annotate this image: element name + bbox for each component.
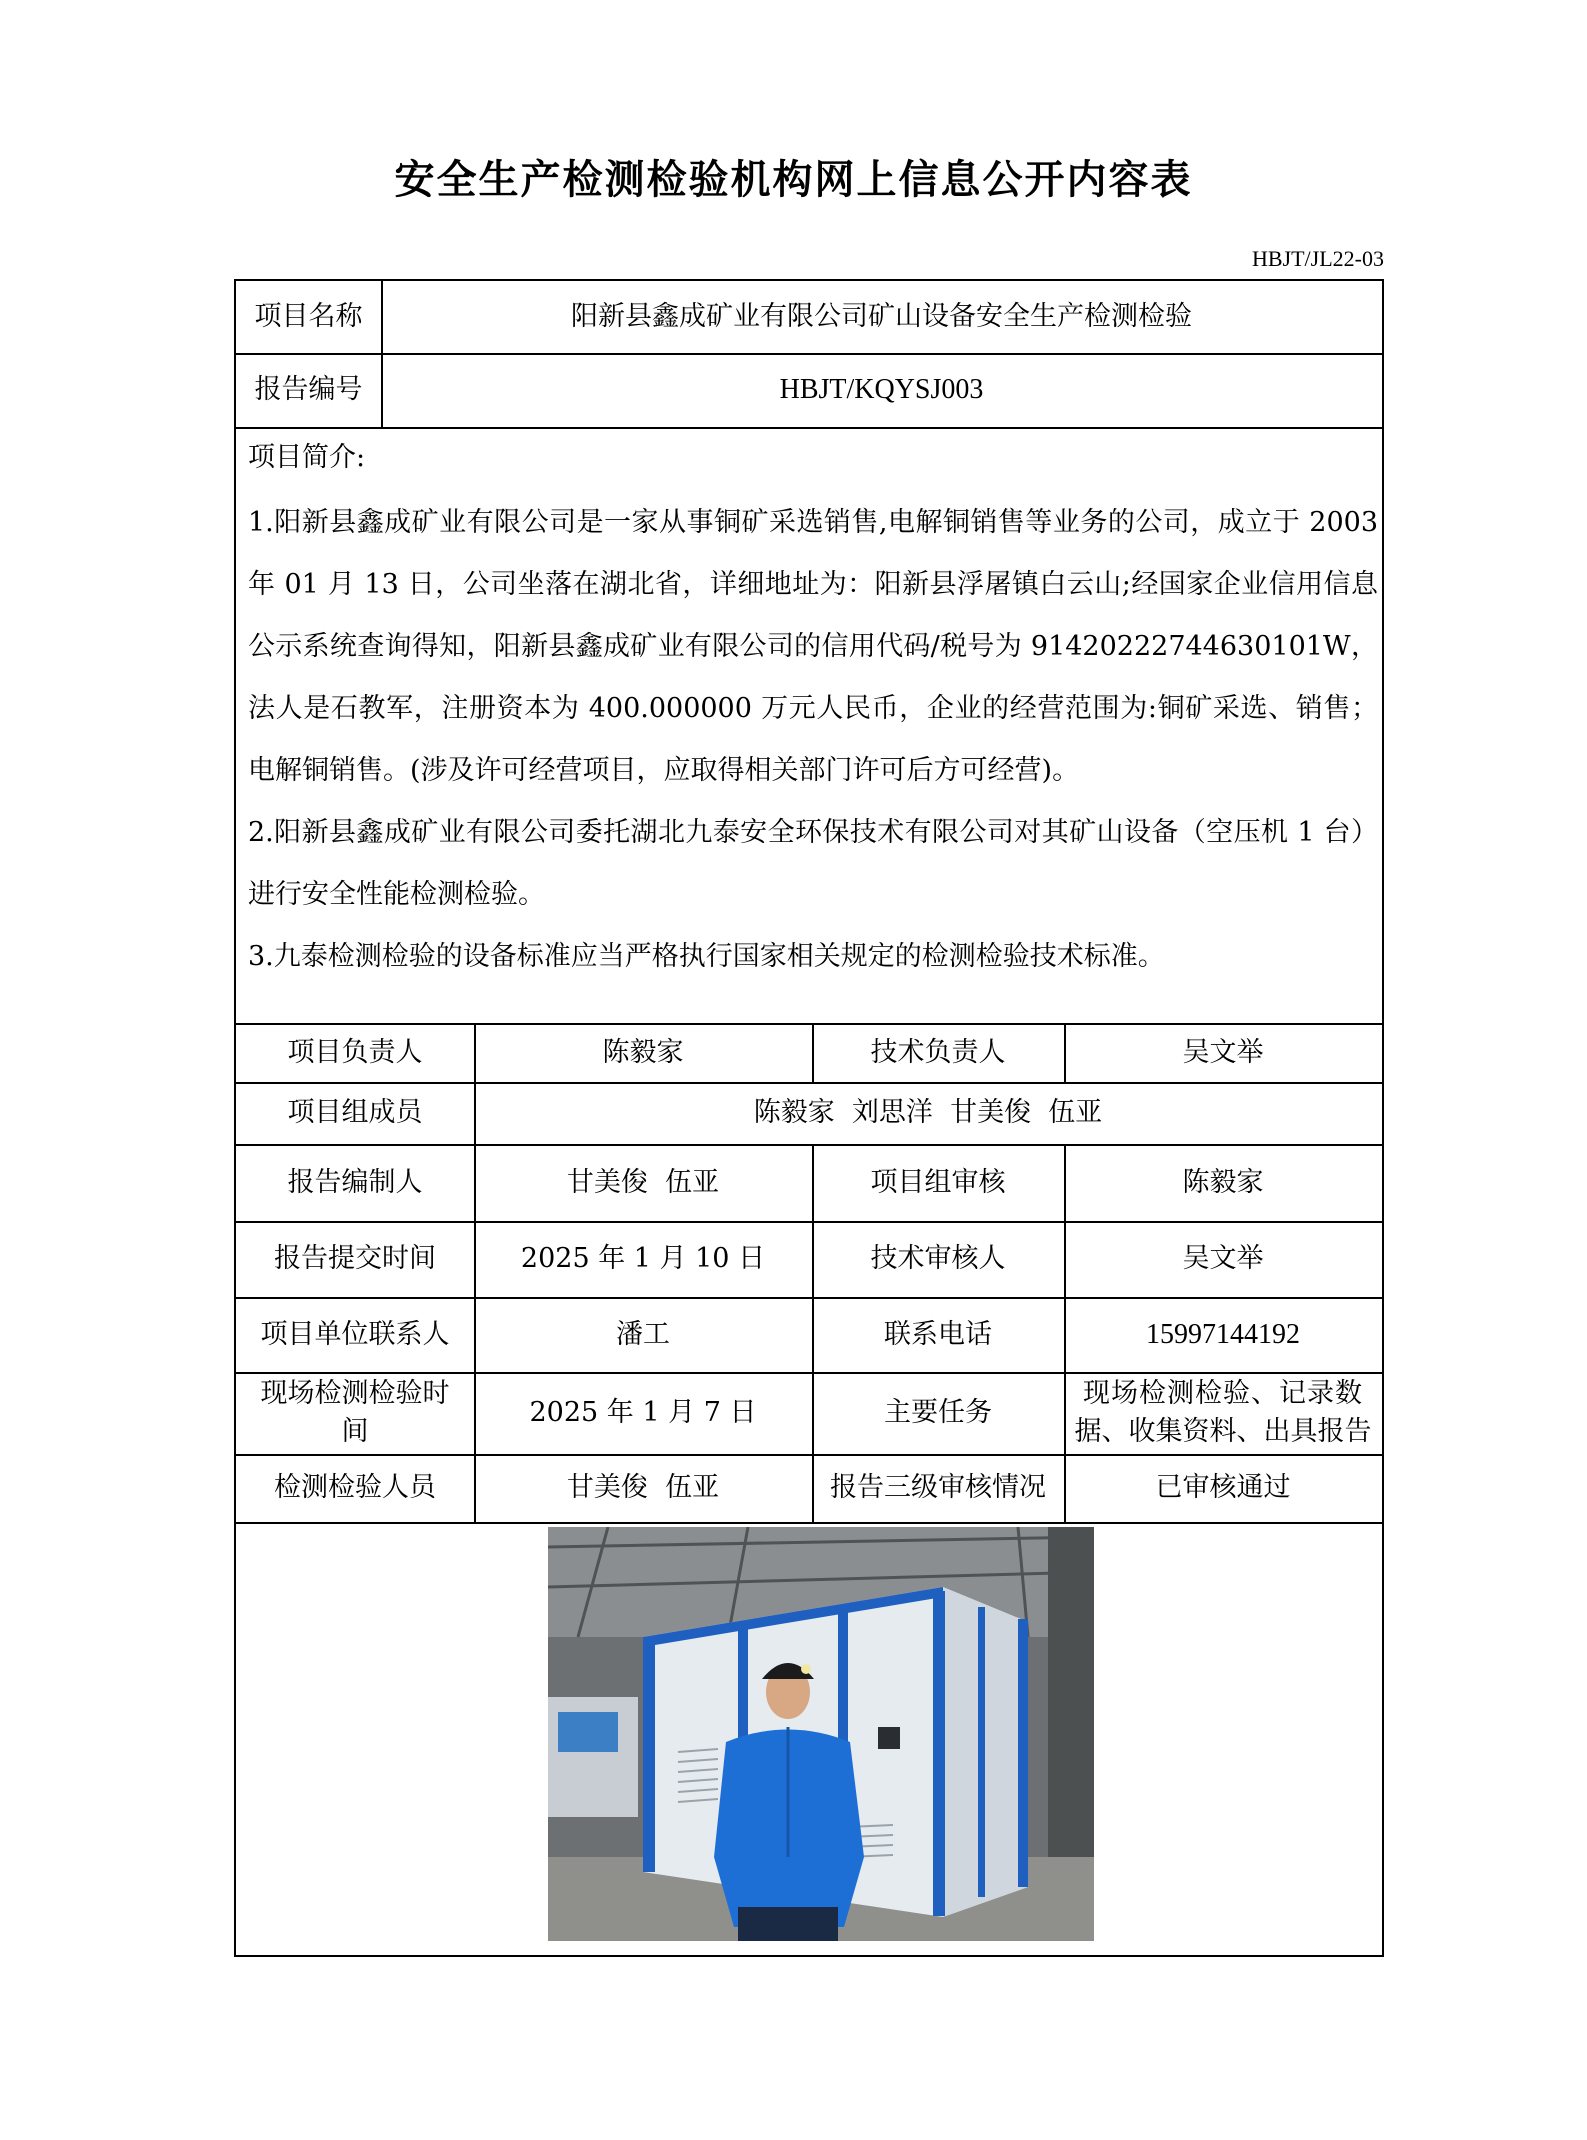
contact-label: 项目单位联系人 [260, 1318, 450, 1350]
group-review-value: 陈毅家 [1182, 1166, 1264, 1198]
project-introduction [248, 436, 1378, 988]
main-task-label: 主要任务 [884, 1397, 992, 1428]
tech-leader-value: 吴文举 [1182, 1036, 1264, 1068]
leader-value: 陈毅家 [602, 1036, 684, 1068]
intro-paragraph-1: 1.阳新县鑫成矿业有限公司是一家从事铜矿采选销售,电解铜销售等业务的公司，成立于 2003 年 01 月 13 日，公司坐落在湖北省，详细地址为：阳新县浮屠镇白云山;经国家企业信用信息公示系统查询得知，阳新县鑫成矿业有限公司的信用代码/税号为 91420222744630101W，法人是石教军，注册资本为 400.000000 万元人民币，企业的经营范围为:铜矿采选、销售；电解铜销售。(涉及许可经营项目，应取得相关部门许可后方可经营)。 [248, 507, 1378, 786]
group-review-label: 项目组审核 [870, 1166, 1006, 1198]
report-number-label: 报告编号 [254, 374, 363, 405]
intro-paragraph-3: 3.九泰检测检验的设备标准应当严格执行国家相关规定的检测检验技术标准。 [248, 941, 1165, 972]
phone-label: 联系电话 [884, 1318, 992, 1350]
document-number: HBJT/JL22-03 [1252, 246, 1384, 271]
main-task-value-line1: 现场检测检验、记录数 [1083, 1378, 1363, 1409]
site-photo [548, 1527, 1094, 1941]
review-status-label: 报告三级审核情况 [830, 1472, 1046, 1503]
submit-time-value: 2025 年 1 月 10 日 [520, 1243, 766, 1274]
members-value: 陈毅家 刘思洋 甘美俊 伍亚 [753, 1097, 1103, 1128]
compiler-label: 报告编制人 [287, 1166, 423, 1198]
tech-review-label: 技术审核人 [870, 1243, 1006, 1274]
submit-time-label: 报告提交时间 [274, 1243, 436, 1274]
onsite-time-value: 2025 年 1 月 7 日 [529, 1397, 757, 1428]
project-name-label: 项目名称 [254, 301, 363, 332]
page-title: 安全生产检测检验机构网上信息公开内容表 [394, 156, 1193, 203]
onsite-time-label [236, 1372, 474, 1454]
members-label: 项目组成员 [287, 1097, 423, 1128]
compiler-value: 甘美俊 伍亚 [566, 1166, 720, 1198]
inspectors-label: 检测检验人员 [274, 1472, 436, 1503]
compressor-photo-illustration [548, 1527, 1094, 1941]
report-number-value: HBJT/KQYSJ003 [779, 374, 984, 405]
phone-value: 15997144192 [1146, 1318, 1300, 1350]
contact-value: 潘工 [616, 1318, 670, 1350]
intro-heading: 项目简介: [248, 442, 366, 473]
main-task-value [1064, 1372, 1382, 1454]
project-name-value: 阳新县鑫成矿业有限公司矿山设备安全生产检测检验 [571, 301, 1192, 332]
main-task-value-line2: 据、收集资料、出具报告 [1074, 1416, 1372, 1447]
tech-leader-label: 技术负责人 [870, 1036, 1006, 1068]
review-status-value: 已审核通过 [1155, 1472, 1291, 1503]
onsite-time-label-line2: 间 [341, 1416, 369, 1447]
tech-review-value: 吴文举 [1182, 1243, 1264, 1274]
onsite-time-label-line1: 现场检测检验时 [260, 1378, 450, 1409]
intro-paragraph-2: 2.阳新县鑫成矿业有限公司委托湖北九泰安全环保技术有限公司对其矿山设备（空压机 1 台）进行安全性能检测检验。 [248, 817, 1378, 910]
inspectors-value: 甘美俊 伍亚 [566, 1472, 720, 1503]
leader-label: 项目负责人 [287, 1036, 423, 1068]
